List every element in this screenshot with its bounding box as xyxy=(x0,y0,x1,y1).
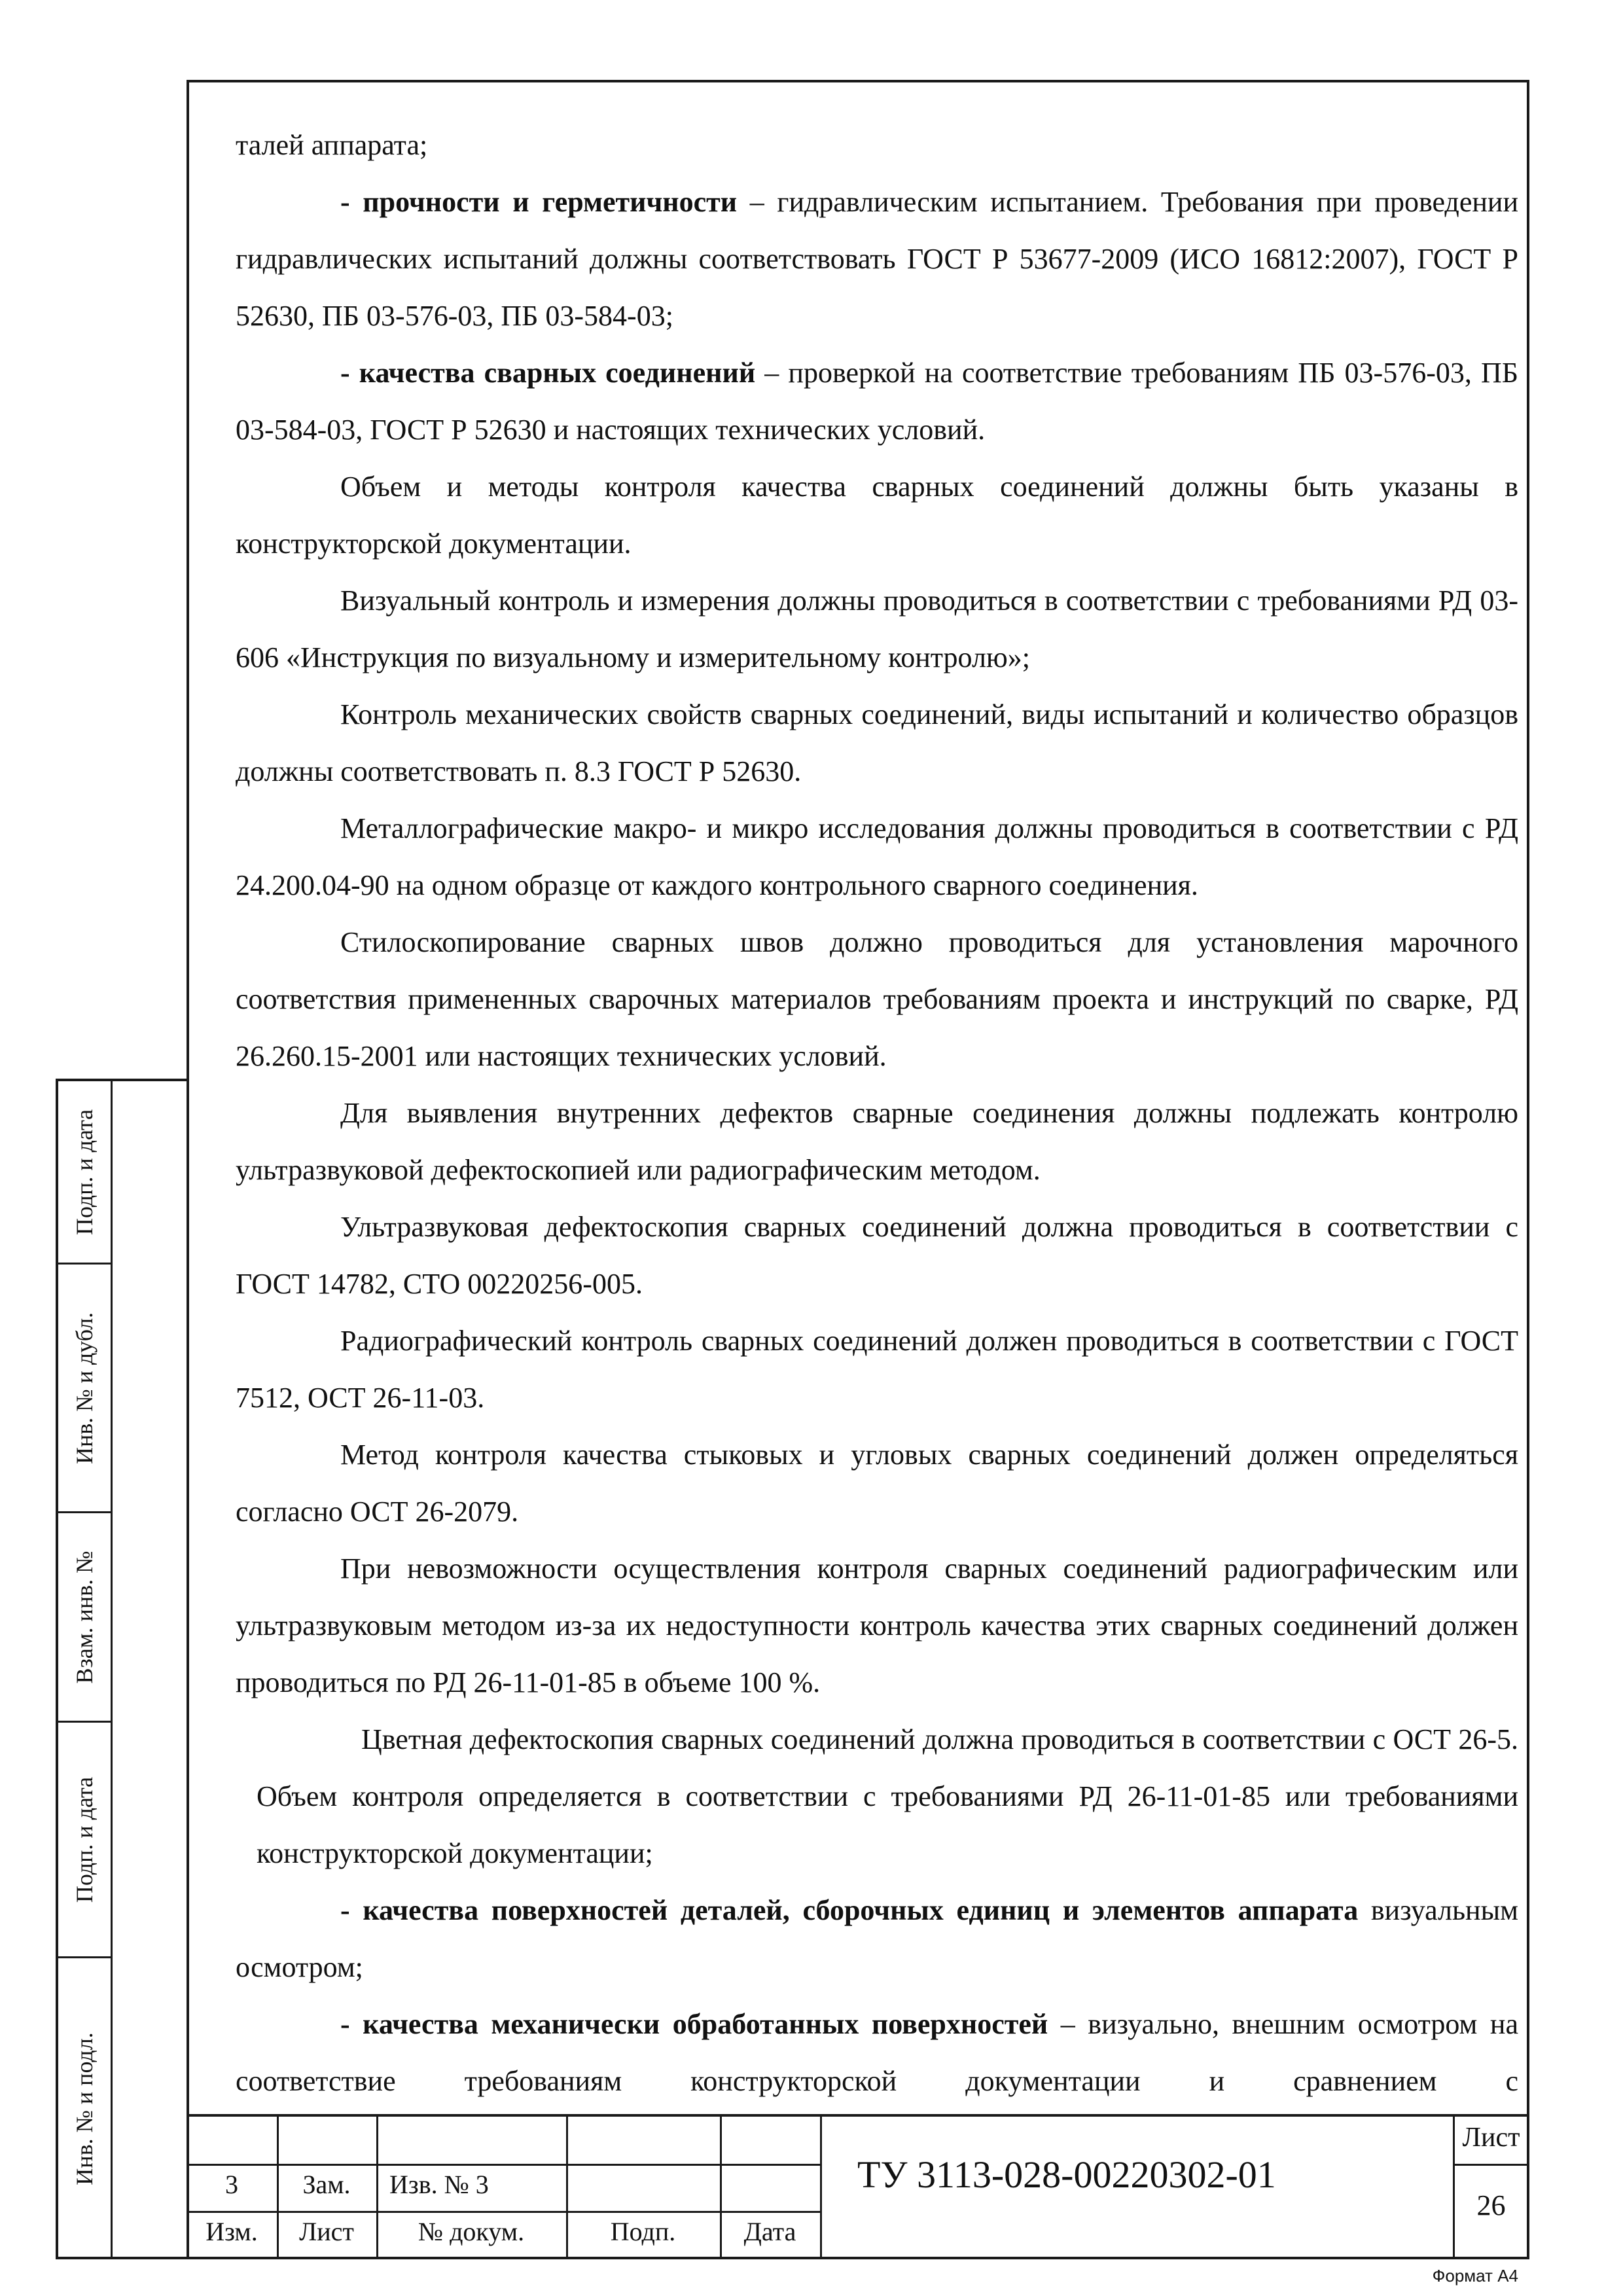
paragraph: - качества сварных соединений – проверкой на соответствие требованиям ПБ 03-576-03, ПБ 03-584-03, ГОСТ Р 52630 и настоящих технических условий. xyxy=(236,357,1518,446)
paragraph: Объем и методы контроля качества сварных соединений должны быть указаны в конструкторской документации. xyxy=(236,471,1518,560)
title-block xyxy=(187,2114,1529,2259)
rev-doc: Изв. № 3 xyxy=(389,2170,489,2199)
side-label-sign-date-1: Подп. и дата xyxy=(58,1081,111,1265)
paragraph: Стилоскопирование сварных швов должно проводиться для установления марочного соответствия примененных сварочных материалов требованиям проекта и инструкций по сварке, РД 26.260.15-2001 или настоящих технических условий. xyxy=(236,926,1518,1072)
rev-number: 3 xyxy=(225,2170,238,2199)
header-list: Лист xyxy=(299,2217,354,2246)
paragraph: Ультразвуковая дефектоскопия сварных соединений должна проводиться в соответствии с ГОСТ 14782, СТО 00220256-005. xyxy=(236,1211,1518,1300)
paragraph: Визуальный контроль и измерения должны проводиться в соответствии с требованиями РД 03-606 «Инструкция по визуальному и измерительному контролю»; xyxy=(236,584,1518,673)
rev-sheet: Зам. xyxy=(302,2170,351,2199)
paragraph: Металлографические макро- и микро исследования должны проводиться в соответствии с РД 24.200.04-90 на одном образце от каждого контрольного сварного соединения. xyxy=(236,812,1518,901)
side-label-inv-dup: Инв. № и дубл. xyxy=(58,1265,111,1513)
header-izm: Изм. xyxy=(205,2217,258,2246)
side-label-replace-inv: Взам. инв. № xyxy=(58,1513,111,1723)
header-doc: № докум. xyxy=(418,2217,525,2246)
paragraph: Метод контроля качества стыковых и угловых сварных соединений должен определяться согласно ОСТ 26-2079. xyxy=(236,1439,1518,1528)
paragraph: - качества механически обработанных поверхностей – визуально, внешним осмотром на соответствие требованиям конструкторской документации и сравнением с xyxy=(236,2008,1518,2097)
side-label-sign-date-2: Подп. и дата xyxy=(58,1723,111,1958)
paragraph: Радиографический контроль сварных соединений должен проводиться в соответствии с ГОСТ 7512, ОСТ 26-11-03. xyxy=(236,1325,1518,1414)
header-date: Дата xyxy=(743,2217,796,2246)
paragraph: - прочности и герметичности – гидравлическим испытанием. Требования при проведении гидравлических испытаний должны соответствовать ГОСТ Р 53677-2009 (ИСО 16812:2007), ГОСТ Р 52630, ПБ 03-576-03, ПБ 03-584-03; xyxy=(236,186,1518,332)
paragraph: талей аппарата; xyxy=(236,129,428,161)
header-sign: Подп. xyxy=(610,2217,676,2246)
format-label: Формат А4 xyxy=(1432,2266,1518,2286)
paragraph: - качества поверхностей деталей, сборочных единиц и элементов аппарата визуальным осмотром; xyxy=(236,1894,1519,1983)
document-body xyxy=(236,117,1518,2109)
side-stamp xyxy=(56,1079,187,2259)
sheet-number: 26 xyxy=(1476,2189,1506,2221)
sheet-label: Лист xyxy=(1462,2123,1520,2153)
paragraph: Для выявления внутренних дефектов сварные соединения должны подлежать контролю ультразвуковой дефектоскопией или радиографическим методом. xyxy=(236,1097,1518,1186)
document-code: ТУ 3113-028-00220302-01 xyxy=(857,2153,1276,2196)
paragraph: При невозможности осуществления контроля сварных соединений радиографическим или ультразвуковым методом из-за их недоступности контроль качества этих сварных соединений должен проводиться по РД 26-11-01-85 в объеме 100 %. xyxy=(236,1552,1518,1698)
side-label-inv-orig: Инв. № и подл. xyxy=(71,2032,98,2185)
paragraph: Контроль механических свойств сварных соединений, виды испытаний и количество образцов должны соответствовать п. 8.3 ГОСТ Р 52630. xyxy=(236,698,1518,787)
paragraph: Цветная дефектоскопия сварных соединений должна проводиться в соответствии с ОСТ 26-5. Объем контроля определяется в соответствии с требованиями РД 26-11-01-85 или требованиями конструкторской документации; xyxy=(257,1723,1518,1869)
